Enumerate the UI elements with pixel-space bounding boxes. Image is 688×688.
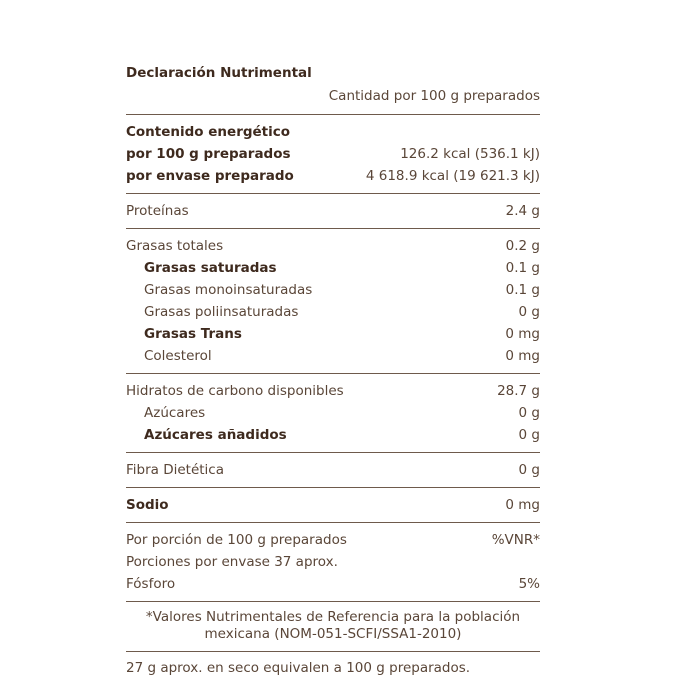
trans-fat-value: 0 mg xyxy=(505,326,540,342)
fiber-value: 0 g xyxy=(518,462,540,478)
carbs-section xyxy=(126,374,540,452)
proteins-value: 2.4 g xyxy=(505,203,540,219)
fats-section xyxy=(126,229,540,373)
footnote-line-1: *Valores Nutrimentales de Referencia para la población xyxy=(145,609,521,625)
fiber-label: Fibra Dietética xyxy=(126,462,225,478)
portion-label: Por porción de 100 g preparados xyxy=(126,532,347,548)
footnote-line-2: mexicana (NOM-051-SCFI/SSA1-2010) xyxy=(204,626,462,642)
total-fat-value: 0.2 g xyxy=(505,238,540,254)
sodium-value: 0 mg xyxy=(505,497,540,513)
poly-fat-label: Grasas poliinsaturadas xyxy=(144,304,299,320)
sugars-label: Azúcares xyxy=(144,405,206,421)
cholesterol-label: Colesterol xyxy=(144,348,212,364)
sodium-label: Sodio xyxy=(126,497,169,513)
servings-row xyxy=(126,551,540,573)
energy-heading-row xyxy=(126,121,540,143)
carbs-row xyxy=(126,380,540,402)
energy-perpack-label: por envase preparado xyxy=(126,168,294,184)
poly-fat-row xyxy=(126,301,540,323)
portion-section xyxy=(126,523,540,601)
saturated-fat-row xyxy=(126,257,540,279)
phosphorus-value: 5% xyxy=(518,576,540,592)
phosphorus-row xyxy=(126,573,540,595)
vnr-header: %VNR* xyxy=(491,532,540,548)
fiber-row xyxy=(126,459,540,481)
saturated-fat-label: Grasas saturadas xyxy=(144,260,277,276)
energy-label: Contenido energético xyxy=(126,124,291,140)
fiber-section xyxy=(126,453,540,487)
poly-fat-value: 0 g xyxy=(518,304,540,320)
carbs-value: 28.7 g xyxy=(497,383,540,399)
mono-fat-row xyxy=(126,279,540,301)
added-sugars-label: Azúcares añadidos xyxy=(144,427,287,443)
added-sugars-row xyxy=(126,424,540,446)
proteins-label: Proteínas xyxy=(126,203,189,219)
total-fat-label: Grasas totales xyxy=(126,238,224,254)
proteins-row xyxy=(126,200,540,222)
sugars-value: 0 g xyxy=(518,405,540,421)
cholesterol-row xyxy=(126,345,540,367)
panel-title: Declaración Nutrimental xyxy=(126,65,312,81)
nutrition-facts-panel xyxy=(126,62,540,679)
cholesterol-value: 0 mg xyxy=(505,348,540,364)
added-sugars-value: 0 g xyxy=(518,427,540,443)
energy-perpack-row xyxy=(126,165,540,187)
trans-fat-label: Grasas Trans xyxy=(144,326,242,342)
column-header: Cantidad por 100 g preparados xyxy=(328,88,540,104)
total-fat-row xyxy=(126,235,540,257)
energy-perpack-value: 4 618.9 kcal (19 621.3 kJ) xyxy=(365,168,540,184)
sodium-section xyxy=(126,488,540,522)
mono-fat-label: Grasas monoinsaturadas xyxy=(144,282,313,298)
trans-fat-row xyxy=(126,323,540,345)
sugars-row xyxy=(126,402,540,424)
energy-per100-row xyxy=(126,143,540,165)
proteins-section xyxy=(126,194,540,228)
energy-section xyxy=(126,115,540,193)
phosphorus-label: Fósforo xyxy=(126,576,176,592)
vnr-footnote xyxy=(126,602,540,651)
energy-per100-value: 126.2 kcal (536.1 kJ) xyxy=(400,146,540,162)
portion-header-row xyxy=(126,529,540,551)
servings-label: Porciones por envase 37 aprox. xyxy=(126,554,338,570)
energy-per100-label: por 100 g preparados xyxy=(126,146,291,162)
preparation-note: 27 g aprox. en seco equivalen a 100 g preparados. xyxy=(126,660,471,676)
saturated-fat-value: 0.1 g xyxy=(505,260,540,276)
sodium-row xyxy=(126,494,540,516)
mono-fat-value: 0.1 g xyxy=(505,282,540,298)
carbs-label: Hidratos de carbono disponibles xyxy=(126,383,344,399)
